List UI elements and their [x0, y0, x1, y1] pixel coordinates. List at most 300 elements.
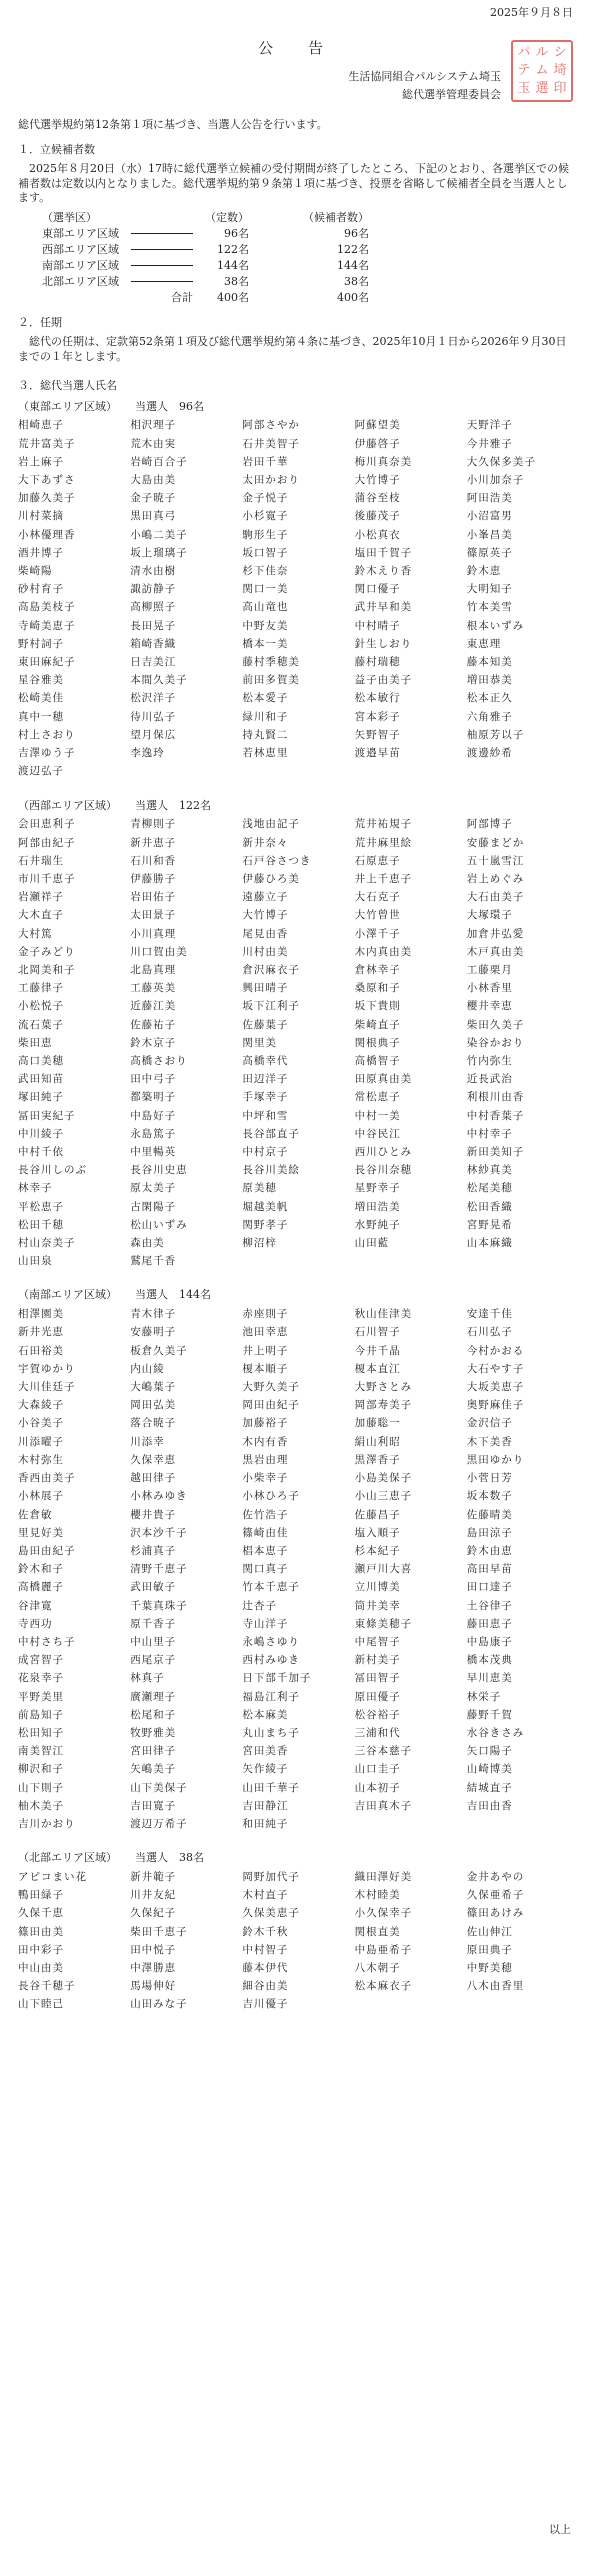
issuer-org: 生活協同組合パルシステム埼玉 [348, 70, 501, 83]
elected-group [18, 400, 573, 781]
elected-name: 山下睦己 [18, 1998, 64, 2011]
seal-char: テ [517, 63, 531, 79]
elected-name: 田原真由美 [354, 1073, 413, 1086]
tally-candidates: 38名 [344, 274, 369, 288]
elected-name: 大石由美子 [466, 891, 525, 904]
elected-name: 松本麻美 [242, 1708, 289, 1721]
elected-name: 荒木由実 [130, 437, 177, 450]
elected-name: 八木朝子 [354, 1962, 401, 1975]
elected-name: 都築明子 [130, 1091, 177, 1104]
elected-name: 佐藤昌子 [354, 1508, 401, 1521]
group-header [18, 1288, 573, 1303]
elected-name: 佐藤祐子 [130, 1018, 177, 1031]
elected-name: 石田裕美 [18, 1344, 64, 1357]
elected-name: 橋本一美 [242, 637, 289, 650]
elected-name: 大石やす子 [466, 1362, 525, 1375]
group-count: 当選人 122名 [135, 798, 211, 812]
elected-name: 武井早和美 [354, 601, 413, 614]
section-2-text: 総代の任期は、定款第52条第１項及び総代選挙規約第４条に基づき、2025年10月１日から2026年９月30日までの１年とします。 [18, 335, 567, 363]
elected-name: 長谷部直子 [242, 1127, 300, 1140]
elected-name: 篠崎由佳 [242, 1526, 289, 1539]
elected-name: 木村睦美 [354, 1889, 401, 1902]
elected-name: 安達千佳 [466, 1308, 513, 1321]
elected-name: 高橋さおり [130, 1054, 188, 1067]
elected-name: 中村さち子 [18, 1635, 76, 1648]
elected-name: 岡田弘美 [130, 1399, 177, 1412]
elected-name: 渡邉早苗 [354, 747, 401, 760]
elected-name: 染谷かおり [466, 1036, 525, 1049]
elected-name: 三谷本慈子 [354, 1745, 413, 1758]
elected-name: 山崎博美 [466, 1763, 513, 1776]
elected-name: 吉澤ゆう子 [18, 747, 76, 760]
elected-name: 落合暁子 [130, 1417, 177, 1430]
elected-name: 石井美智子 [242, 437, 300, 450]
tally-row [36, 274, 375, 290]
elected-name: 宮田美香 [242, 1745, 289, 1758]
elected-name: 八木由香里 [466, 1980, 525, 1993]
elected-name: 宮田律子 [130, 1745, 177, 1758]
elected-name: 黒田ゆかり [466, 1453, 525, 1466]
elected-name: 野村詞子 [18, 637, 64, 650]
tally-dash [125, 242, 199, 258]
elected-name: 中山由美 [18, 1962, 64, 1975]
elected-name: 中村幸子 [466, 1127, 513, 1140]
elected-group [18, 1288, 573, 1833]
elected-name: 近藤江美 [130, 1000, 177, 1013]
elected-name: 石川智子 [354, 1326, 401, 1339]
elected-name: 望月保広 [130, 728, 177, 741]
group-label: （西部エリア区域） [18, 798, 117, 812]
elected-name: 東田麻紀子 [18, 656, 76, 669]
elected-name: 鈴木由恵 [466, 1544, 513, 1557]
elected-name: 川添幸 [130, 1435, 165, 1448]
group-label: （南部エリア区域） [18, 1288, 117, 1302]
elected-name: 相澤園美 [18, 1308, 64, 1321]
elected-name: 山下美保子 [130, 1781, 188, 1794]
elected-name: 工藤英美 [130, 982, 177, 995]
elected-name: 大木直子 [18, 909, 64, 922]
elected-name: 待川弘子 [130, 710, 177, 723]
elected-name: 塩入順子 [354, 1526, 401, 1539]
tally-row [36, 226, 375, 242]
elected-name: 水野純子 [354, 1218, 401, 1231]
elected-name: 後藤茂子 [354, 510, 401, 523]
elected-name: 田中悦子 [130, 1943, 177, 1956]
elected-name: 加倉井弘愛 [466, 927, 525, 940]
elected-name: 中島康子 [466, 1635, 513, 1648]
tally-total-row [36, 290, 375, 306]
elected-name: 小杉寛子 [242, 510, 289, 523]
elected-name: 小林みゆき [130, 1490, 188, 1503]
elected-name: 李逸玲 [130, 747, 165, 760]
elected-name: 安藤明子 [130, 1326, 177, 1339]
elected-name: 成宮智子 [18, 1654, 64, 1667]
elected-name: 大下あずさ [18, 474, 76, 487]
elected-name: 川村由美 [242, 945, 289, 958]
elected-name: 山本初子 [354, 1781, 401, 1794]
elected-name: 緑川和子 [242, 710, 289, 723]
elected-name: 倉林幸子 [354, 963, 401, 976]
elected-name: 久保美恵子 [242, 1907, 300, 1920]
tally-dash [125, 274, 199, 290]
elected-name: 柴田恵 [18, 1036, 53, 1049]
elected-name: 加藤聡一 [354, 1417, 401, 1430]
elected-name: 内山綾 [130, 1362, 165, 1375]
elected-name: 木内真由美 [354, 945, 413, 958]
tally-district: 東部エリア区域 [42, 226, 119, 240]
elected-name: 林栄子 [466, 1690, 502, 1703]
elected-name: 松谷裕子 [354, 1708, 401, 1721]
elected-name: 馬場伸好 [130, 1980, 177, 1993]
elected-name: 松山いずみ [130, 1218, 188, 1231]
elected-name: 奥野麻佳子 [466, 1399, 525, 1412]
elected-name: 松尾美穂 [466, 1182, 513, 1195]
elected-name: 小川真理 [130, 927, 177, 940]
elected-name: 吉田静江 [242, 1799, 289, 1812]
elected-name: 今井雅子 [466, 437, 513, 450]
elected-name: 越田律子 [130, 1472, 177, 1485]
elected-name: 吉田真木子 [354, 1799, 413, 1812]
elected-name: 大竹博子 [354, 474, 401, 487]
names-grid [18, 1868, 573, 2014]
group-count: 当選人 96名 [135, 399, 204, 413]
elected-name: 木戸真由美 [466, 945, 525, 958]
elected-name: 中村一美 [354, 1109, 401, 1122]
elected-name: 川口賀由美 [130, 945, 188, 958]
elected-name: 土谷律子 [466, 1599, 513, 1612]
elected-name: 平松恵子 [18, 1200, 64, 1213]
elected-name: 鈴木和子 [18, 1563, 64, 1576]
elected-name: 平野美里 [18, 1690, 64, 1703]
elected-name: 里見好美 [18, 1526, 64, 1539]
elected-name: 阿田浩美 [466, 492, 513, 505]
elected-name: 板倉久美子 [130, 1344, 188, 1357]
elected-name: 関根直美 [354, 1925, 401, 1938]
tally-header-quota: （定数） [205, 210, 249, 224]
elected-name: 柴崎陽 [18, 565, 53, 578]
elected-name: 阿部博子 [466, 818, 513, 831]
elected-name: 真中一穂 [18, 710, 64, 723]
elected-name: 永嶋さゆり [242, 1635, 300, 1648]
group-count: 当選人 144名 [135, 1288, 211, 1302]
elected-name: 日下部千加子 [242, 1672, 312, 1685]
elected-name: 榎本順子 [242, 1362, 289, 1375]
elected-name: 大石克子 [354, 891, 401, 904]
elected-name: 西村みゆき [242, 1654, 300, 1667]
notice-title: 公 告 [257, 39, 333, 57]
elected-name: 冨田実紀子 [18, 1109, 76, 1122]
elected-name: 柴崎直子 [354, 1018, 401, 1031]
elected-name: 新井恵子 [130, 836, 177, 849]
elected-name: 池田幸恵 [242, 1326, 289, 1339]
elected-name: 長田晃子 [130, 619, 177, 632]
elected-name: 立川博美 [354, 1581, 401, 1594]
elected-name: 佐山伸江 [466, 1925, 513, 1938]
elected-name: 竹本千恵子 [242, 1581, 300, 1594]
elected-name: 小林ひろ子 [242, 1490, 300, 1503]
seal-char: 玉 [517, 81, 531, 97]
elected-name: 小松悦子 [18, 1000, 64, 1013]
elected-name: 高山竜也 [242, 601, 289, 614]
elected-name: 鈴木恵 [466, 565, 502, 578]
elected-name: 岩上めぐみ [466, 872, 525, 885]
elected-name: 今村かおる [466, 1344, 525, 1357]
seal-char: 埼 [553, 63, 567, 79]
elected-name: 矢野智子 [354, 728, 401, 741]
elected-name: 原田優子 [354, 1690, 401, 1703]
elected-name: 榎本直江 [354, 1362, 401, 1375]
elected-name: 沢本沙千子 [130, 1526, 188, 1539]
elected-name: 倉沢麻衣子 [242, 963, 300, 976]
elected-name: 竹本美雪 [466, 601, 513, 614]
elected-name: 諏訪静子 [130, 583, 177, 596]
elected-name: 新井範子 [130, 1871, 177, 1883]
elected-name: 針生しおり [354, 637, 413, 650]
elected-name: 杉本紀子 [354, 1544, 401, 1557]
elected-name: 久保紀子 [130, 1907, 177, 1920]
elected-name: 小嶋二美子 [130, 528, 188, 541]
elected-name: 興田晴子 [242, 982, 289, 995]
tally-header-row [36, 210, 375, 226]
elected-name: 吉田由香 [466, 1799, 513, 1812]
seal-char: シ [553, 45, 567, 61]
elected-name: 酒井博子 [18, 546, 64, 559]
elected-name: 塚田純子 [18, 1091, 64, 1104]
elected-name: 坂下江利子 [242, 1000, 300, 1013]
elected-name: 武田知苗 [18, 1073, 64, 1086]
elected-name: 金子悦子 [242, 492, 289, 505]
elected-name: 椙本恵子 [242, 1544, 289, 1557]
elected-name: 石井瑞生 [18, 854, 64, 867]
elected-name: 手塚幸子 [242, 1091, 289, 1104]
elected-name: 高橋幸代 [242, 1054, 289, 1067]
elected-name: 関里美 [242, 1036, 277, 1049]
elected-name: 瀬戸川大喜 [354, 1563, 413, 1576]
elected-name: 渡辺万希子 [130, 1817, 188, 1830]
elected-name: 大竹曾世 [354, 909, 401, 922]
elected-name: 鴨田緑子 [18, 1889, 64, 1902]
tally-quota: 144名 [217, 258, 249, 272]
elected-name: 関野孝子 [242, 1218, 289, 1231]
elected-name: 林真子 [130, 1672, 165, 1685]
tally-quota: 96名 [224, 226, 249, 240]
elected-group [18, 1851, 573, 2013]
elected-name: 本間久美子 [130, 674, 188, 687]
elected-name: 久保亜希子 [466, 1889, 525, 1902]
elected-name: 松尾和子 [130, 1708, 177, 1721]
elected-name: 小林優理香 [18, 528, 76, 541]
elected-name: 宇賀ゆかり [18, 1362, 76, 1375]
elected-name: 持丸賢二 [242, 728, 289, 741]
elected-name: 矢嶋美子 [130, 1763, 177, 1776]
tally-district: 北部エリア区域 [42, 274, 119, 288]
elected-name: 大塚環子 [466, 909, 513, 922]
elected-name: 荒井麻里絵 [354, 836, 413, 849]
elected-name: 水谷きさみ [466, 1726, 525, 1739]
tally-district: 南部エリア区域 [42, 258, 119, 272]
elected-name: 阿蘇望美 [354, 419, 401, 432]
elected-name: 冨田智子 [354, 1672, 401, 1685]
elected-name: 長谷川美絵 [242, 1164, 300, 1177]
elected-name: 中村香葉子 [466, 1109, 525, 1122]
elected-name: 林幸子 [18, 1182, 53, 1195]
elected-name: 新田美知子 [466, 1146, 525, 1158]
elected-name: 花泉幸子 [18, 1672, 64, 1685]
tally-total-quota: 400名 [217, 290, 249, 304]
elected-name: 長谷川奈穂 [354, 1164, 413, 1177]
tally-candidates: 122名 [337, 242, 369, 256]
elected-name: 大川佳廷子 [18, 1381, 76, 1394]
elected-name: 松本敏行 [354, 692, 401, 705]
elected-name: 中尾智子 [354, 1635, 401, 1648]
elected-name: 長谷川史恵 [130, 1164, 188, 1177]
elected-name: 千葉真珠子 [130, 1599, 188, 1612]
elected-name: 金子暁子 [130, 492, 177, 505]
tally-candidates: 96名 [344, 226, 369, 240]
elected-name: 小川加奈子 [466, 474, 525, 487]
elected-name: 櫻井幸恵 [466, 1000, 513, 1013]
seal-char: 選 [535, 81, 549, 97]
elected-name: 高柳照子 [130, 601, 177, 614]
elected-name: 相崎恵子 [18, 419, 64, 432]
elected-name: 木内有香 [242, 1435, 289, 1448]
elected-name: 筒井美幸 [354, 1599, 401, 1612]
elected-name: 松本麻衣子 [354, 1980, 413, 1993]
intro-text: 総代選挙規約第12条第１項に基づき、当選人公告を行います。 [18, 118, 328, 131]
elected-name: 長谷千穂子 [18, 1980, 76, 1993]
tally-quota: 122名 [217, 242, 249, 256]
elected-name: 浅地由記子 [242, 818, 300, 831]
issuer-block [348, 68, 501, 103]
elected-name: 矢口陽子 [466, 1745, 513, 1758]
elected-name: 太田景子 [130, 909, 177, 922]
elected-name: 田中弓子 [130, 1073, 177, 1086]
elected-name: 武田敏子 [130, 1581, 177, 1594]
elected-name: 松田千穂 [18, 1218, 64, 1231]
elected-name: 塩田千賀子 [354, 546, 413, 559]
elected-name: 坂口智子 [242, 546, 289, 559]
elected-name: 川井友紀 [130, 1889, 177, 1902]
elected-name: 佐藤葉子 [242, 1018, 289, 1031]
elected-name: 阿部さやか [242, 419, 300, 432]
elected-name: 黒田真弓 [130, 510, 177, 523]
elected-name: 南美智江 [18, 1745, 64, 1758]
elected-name: 安藤まどか [466, 836, 525, 849]
elected-name: 伊藤啓子 [354, 437, 401, 450]
elected-name: 橋本茂典 [466, 1654, 513, 1667]
elected-name: 村上さおり [18, 728, 76, 741]
elected-name: 六角雅子 [466, 710, 513, 723]
elected-name: 新井光恵 [18, 1326, 64, 1339]
seal-char: パ [517, 45, 531, 61]
end-mark: 以上 [549, 2523, 571, 2537]
elected-name: 黒岩由理 [242, 1453, 289, 1466]
elected-name: 吉川優子 [242, 1998, 289, 2011]
elected-name: 島田由紀子 [18, 1544, 76, 1557]
elected-name: 竹内弥生 [466, 1054, 513, 1067]
elected-name: 加藤久美子 [18, 492, 76, 505]
elected-name: 前田多賀美 [242, 674, 300, 687]
elected-name: 中澤勝恵 [130, 1962, 177, 1975]
elected-name: 柚木美子 [18, 1799, 64, 1812]
elected-name: 佐竹浩子 [242, 1508, 289, 1521]
elected-name: 小峯昌美 [466, 528, 513, 541]
elected-name: 小松真衣 [354, 528, 401, 541]
elected-name: 伊藤勝子 [130, 872, 177, 885]
elected-name: 川添曜子 [18, 1435, 64, 1448]
elected-name: 石川和香 [130, 854, 177, 867]
tally-total-label: 合計 [171, 290, 193, 304]
elected-name: 中谷民江 [354, 1127, 401, 1140]
elected-name: 星野幸子 [354, 1182, 401, 1195]
elected-name: 結城直子 [466, 1781, 513, 1794]
elected-name: 大嶋葉子 [130, 1381, 177, 1394]
elected-name: 絹山利昭 [354, 1435, 401, 1448]
elected-name: 松本愛子 [242, 692, 289, 705]
group-header [18, 400, 573, 415]
elected-name: 小澤千子 [354, 927, 401, 940]
elected-name: 林紗真美 [466, 1164, 513, 1177]
elected-name: 金沢信子 [466, 1417, 513, 1430]
elected-name: 東條美穂子 [354, 1617, 413, 1630]
section-1-title: １．立候補者数 [18, 142, 95, 156]
elected-name: 市川千恵子 [18, 872, 76, 885]
elected-name: 篠原英子 [466, 546, 513, 559]
elected-name: 岡田由紀子 [242, 1399, 300, 1412]
tally-row [36, 258, 375, 274]
elected-name: 星谷雅美 [18, 674, 64, 687]
elected-name: 岩崎百合子 [130, 455, 188, 468]
elected-name: 利根川由香 [466, 1091, 525, 1104]
elected-name: 松沢洋子 [130, 692, 177, 705]
elected-name: 高橋智子 [354, 1054, 401, 1067]
elected-name: 岩瀬祥子 [18, 891, 64, 904]
elected-name: 藤村季穂美 [242, 656, 300, 669]
elected-name: 櫻井貴子 [130, 1508, 177, 1521]
elected-name: 梅川真奈美 [354, 455, 413, 468]
issuer-committee: 総代選挙管理委員会 [402, 87, 501, 101]
elected-name: 小林香里 [466, 982, 513, 995]
elected-name: 金子みどり [18, 945, 76, 958]
elected-name: 谷津寛 [18, 1599, 53, 1612]
elected-name: 中村晴子 [354, 619, 401, 632]
elected-name: 松本正久 [466, 692, 513, 705]
elected-name: 藤本伊代 [242, 1962, 289, 1975]
elected-name: 常松恵子 [354, 1091, 401, 1104]
elected-name: 永島篤子 [130, 1127, 177, 1140]
elected-name: 阿部由紀子 [18, 836, 76, 849]
elected-name: 大野さとみ [354, 1381, 413, 1394]
elected-name: 赤座則子 [242, 1308, 289, 1321]
elected-name: 島田涼子 [466, 1526, 513, 1539]
elected-name: 砂村育子 [18, 583, 64, 596]
elected-name: 吉田寛子 [130, 1799, 177, 1812]
notice-date: 2025年９月８日 [490, 6, 573, 19]
elected-name: 寺西功 [18, 1617, 53, 1630]
elected-name: 中川綾子 [18, 1127, 64, 1140]
elected-name: 川村菜摘 [18, 510, 64, 523]
elected-name: 大坂美恵子 [466, 1381, 525, 1394]
elected-name: 福島江利子 [242, 1690, 300, 1703]
group-label: （東部エリア区域） [18, 399, 117, 413]
elected-name: 佐藤晴美 [466, 1508, 513, 1521]
elected-name: 細谷由美 [242, 1980, 289, 1993]
elected-name: 矢作綾子 [242, 1763, 289, 1776]
elected-name: 田中彩子 [18, 1943, 64, 1956]
elected-name: 松崎美佳 [18, 692, 64, 705]
elected-name: 山口圭子 [354, 1763, 401, 1776]
elected-name: 山田千華子 [242, 1781, 300, 1794]
